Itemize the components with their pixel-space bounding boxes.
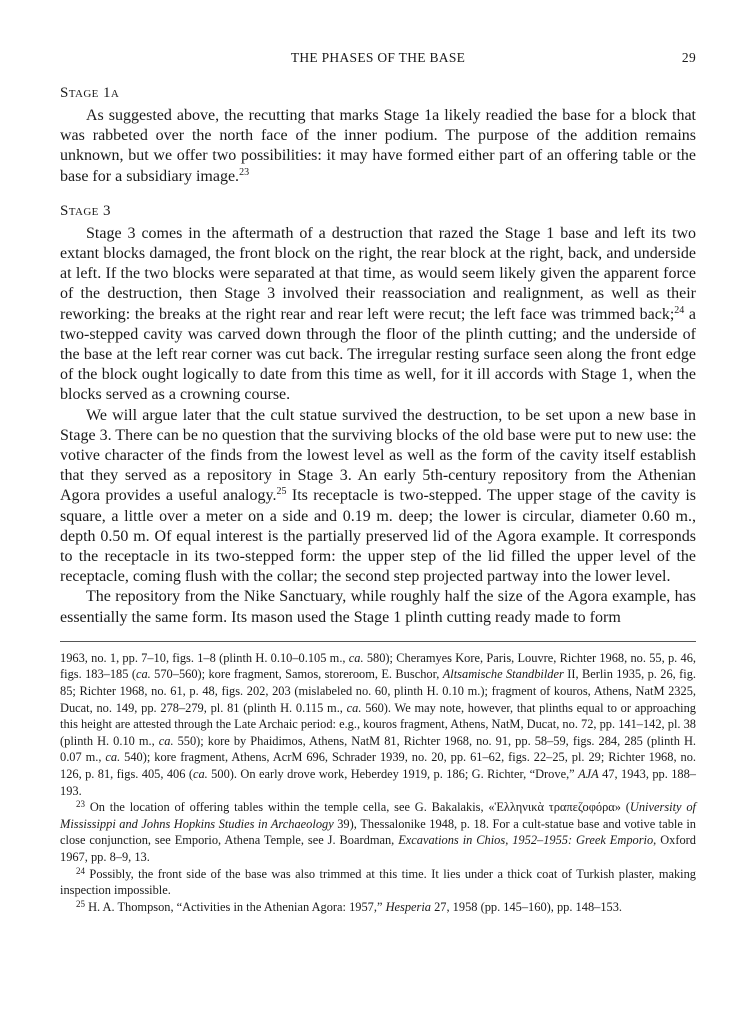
footnote-italic: ca. [158,733,174,748]
running-header [60,50,696,70]
page [60,50,696,915]
footnote-text: , Oxford 1967, pp. 8–9, 13. [60,833,696,864]
footnote-number: 23 [76,799,85,810]
paragraph-stage-1a [60,106,696,187]
paragraph-stage-3-2 [60,406,696,588]
footnote-italic: ca. [348,650,364,665]
footnote-text: Possibly, the front side of the base was also trimmed at this time. It lies under a thick coat of Turkish plaster, making inspection impossible. [60,866,696,898]
footnote-text: 39), Thessalonike 1948, p. 18. For a cult-statue base and votive table in close conjunction, see Emporio, Athena Temple, see J. Boardman, [60,816,696,848]
section-heading-stage-1a: Stage 1a [60,85,120,101]
paragraph-text: a two-stepped cavity was carved down through the floor of the plinth cutting; and the underside of the base at the left rear corner was cut back. The irregular resting surface seen along the front edge of the block ought logically to date from this time as well, for it ill accords with Stage 1, when the blocks served as a crowning course. [60,305,696,404]
footnote-italic: ca. [135,667,151,682]
footnote-ref-24: 24 [674,304,685,316]
footnote-divider [60,641,696,642]
footnote-text: 1963, no. 1, pp. 7–10, figs. 1–8 (plinth H. 0.10–0.105 m., [60,650,349,665]
footnote-text: 550); kore by Phaidimos, Athens, NatM 81, Richter 1968, no. 91, pp. 58–59, figs. 284, 285 (plinth H. 0.07 m., [60,733,696,765]
footnote-number: 24 [76,865,85,876]
footnote-24 [60,866,696,899]
footnote-ref-23: 23 [239,166,250,178]
footnote-text: 560). We may note, however, that plinths equal to or approaching this height are attested through the Late Archaic period: e.g., kouros fragment, Athens, NatM, Ducat, no. 72, pp. 141–142, pl. 38 (plinth H. 0.10 m., [60,700,696,748]
paragraph-text: As suggested above, the recutting that marks Stage 1a likely readied the base for a block that was rabbeted over the north face of the inner podium. The purpose of the addition remains unknown, but we offer two possibilities: it may have formed either part of an offering table or the base for a subsidiary image. [60,107,696,185]
paragraph-stage-3-3: The repository from the Nike Sanctuary, while roughly half the size of the Agora example, has essentially the same form. Its mason used the Stage 1 plinth cutting ready made to form [60,588,696,626]
footnote-italic: Excavations in Chios, 1952–1955: Greek Emporio [398,833,654,848]
footnote-text: II, Berlin 1935, p. 26, fig. 85; Richter 1968, no. 61, p. 48, figs. 202, 203 (mislabeled no. 60, plinth H. 0.10 m.); fragment of kouros, Athens, NatM 2325, Ducat, no. 149, pp. 278–279, pl. 81 (plinth H. 0.115 m., [60,667,696,715]
paragraph-text: Its receptacle is two-stepped. The upper stage of the cavity is square, a little over a meter on a side and 0.19 m. deep; the lower is circular, diameter 0.60 m., depth 0.50 m. Of equal interest is the partially preserved lid of the Agora example. It corresponds to the receptacle in its two-stepped form: the upper step of the lid filled the upper level of the receptacle, coming flush with the collar; the second step projected partway into the lower level. [60,487,696,586]
footnote-text: 580); Cheramyes Kore, Paris, Louvre, Richter 1968, no. 55, p. 46, figs. 183–185 ( [60,650,696,682]
footnote-text: H. A. Thompson, “Activities in the Athenian Agora: 1957,” [85,899,386,914]
footnote-italic: Altsamische Standbilder [442,667,564,682]
footnote-number: 25 [76,898,85,909]
footnote-continuation [60,650,696,799]
footnote-italic: ca. [346,700,362,715]
section-heading-stage-3: Stage 3 [60,202,111,219]
footnote-text: On the location of offering tables within the temple cella, see G. Bakalakis, «Ἑλληνικὰ τραπεζοφόρα» ( [85,800,630,815]
footnote-text: 47, 1943, pp. 188–193. [60,767,696,798]
footnote-italic: University of Mississippi and Johns Hopkins Studies in Archaeology [60,800,696,831]
footnote-text: 500). On early drove work, Heberdey 1919, p. 186; G. Richter, “Drove,” [207,767,579,782]
footnote-italic: ca. [105,750,121,765]
page-number: 29 [681,50,696,65]
paragraph-text: Stage 3 comes in the aftermath of a destruction that razed the Stage 1 base and left its two extant blocks damaged, the front block on the right, the rear block at the right, back, and underside at left. If the two blocks were separated at that time, as would seem likely given the apparent force of the destruction, then Stage 3 involved their reassociation and realignment, as well as their reworking: the breaks at the right rear and rear left were recut; the left face was trimmed back; [60,224,696,323]
footnote-italic: AJA [578,767,599,782]
paragraph-text: We will argue later that the cult statue survived the destruction, to be set upon a new base in Stage 3. There can be no question that the surviving blocks of the old base were put to new use: the votive character of the finds from the lowest level as well as the form of the cavity itself establish that they served as a repository in Stage 3. An early 5th-century repository from the Athenian Agora provides a useful analogy. [60,406,696,505]
footnote-ref-25: 25 [276,486,287,498]
footnote-italic: ca. [192,767,208,782]
footnote-text: 570–560); kore fragment, Samos, storeroom, E. Buschor, [150,667,443,682]
footnote-italic: Hesperia [385,899,431,914]
running-title: THE PHASES OF THE BASE [290,50,466,65]
footnote-text: 27, 1958 (pp. 145–160), pp. 148–153. [431,899,623,914]
footnote-25 [60,899,696,916]
footnote-text: 540); kore fragment, Athens, AcrM 696, Schrader 1939, no. 20, pp. 61–62, figs. 22–25, pl. 29; Richter 1968, no. 126, p. 81, figs. 405, 406 ( [60,750,696,782]
footnote-23 [60,799,696,865]
paragraph-stage-3-1 [60,224,696,406]
